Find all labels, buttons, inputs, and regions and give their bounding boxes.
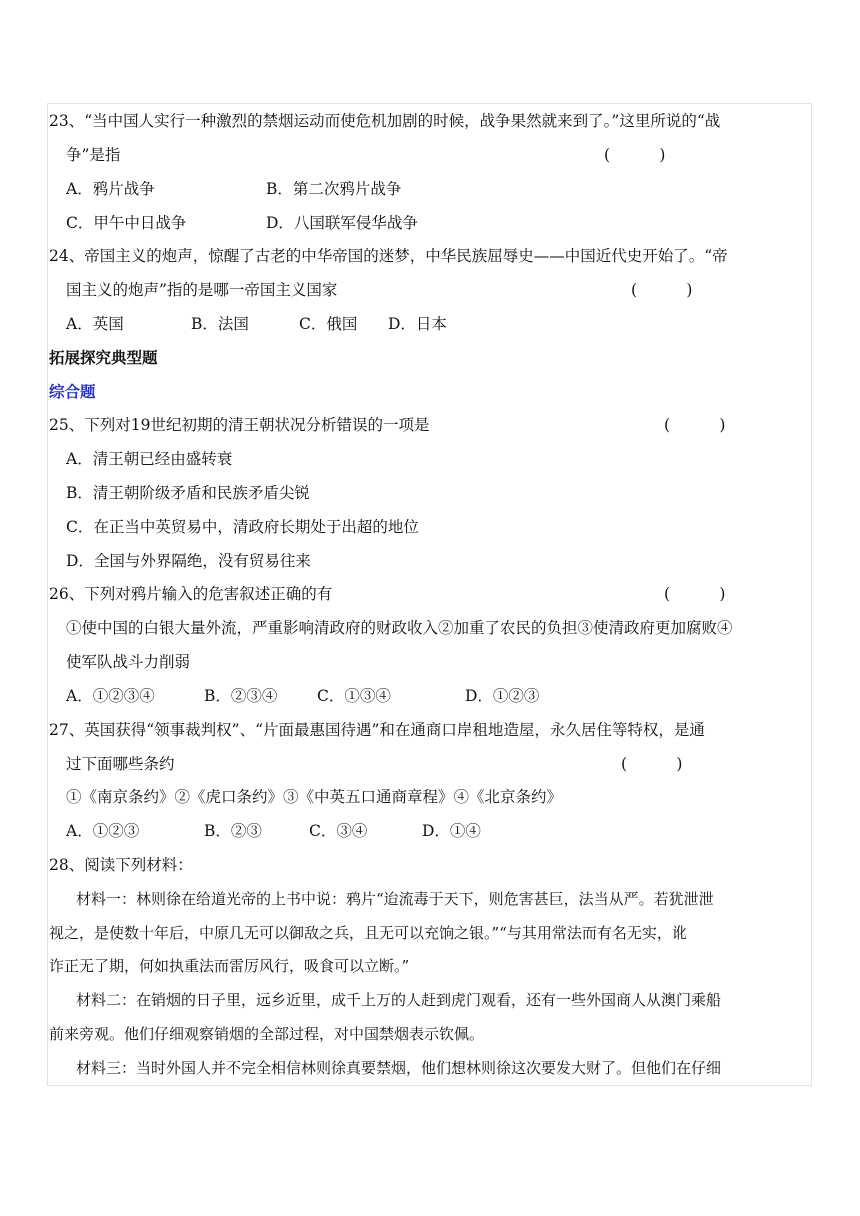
q26-option-d: D．①②③ [465,687,540,705]
q23-option-a: A．鸦片战争 [66,180,155,198]
q25-stem: 25、下列对19世纪初期的清王朝状况分析错误的一项是 [49,416,430,434]
q27-option-a: A．①②③ [66,822,140,840]
q28-material1-line3: 诈正无了期，何如执重法而雷厉风行，吸食可以立断。” [49,957,410,975]
q28-material2-line2: 前来旁观。他们仔细观察销烟的全部过程，对中国禁烟表示钦佩。 [49,1025,485,1043]
section-subtitle: 综合题 [49,383,96,401]
q24-option-a: A．英国 [66,315,124,333]
q25-option-a: A．清王朝已经由盛转衰 [66,450,233,468]
q26-items-line2: 使军队战斗力削弱 [66,653,191,671]
q28-material2-line1: 材料二：在销烟的日子里，远乡近里，成千上万的人赶到虎门观看，还有一些外国商人从澳门乘船 [76,991,722,1009]
q28-material3-line1: 材料三：当时外国人并不完全相信林则徐真要禁烟，他们想林则徐这次要发大财了。但他们在仔细 [76,1059,722,1077]
q27-option-d: D．①④ [422,822,481,840]
q26-items-line1: ①使中国的白银大量外流，严重影响清政府的财政收入②加重了农民的负担③使清政府更加腐败④ [66,619,733,637]
q24-stem-line1: 24、帝国主义的炮声，惊醒了古老的中华帝国的迷梦，中华民族屈辱史——中国近代史开始了。“帝 [49,247,728,265]
q23-option-c: C．甲午中日战争 [66,214,187,232]
q24-stem-line2: 国主义的炮声”指的是哪一帝国主义国家 [66,281,338,299]
q26-answer-paren: ( ) [664,585,726,603]
q23-option-b: B．第二次鸦片战争 [266,180,402,198]
q25-option-b: B．清王朝阶级矛盾和民族矛盾尖锐 [66,484,310,502]
section-title: 拓展探究典型题 [49,349,158,367]
q26-stem: 26、下列对鸦片输入的危害叙述正确的有 [49,585,333,603]
q25-option-d: D．全国与外界隔绝，没有贸易往来 [66,552,311,570]
q24-option-b: B．法国 [191,315,249,333]
q23-stem-line1: 23、“当中国人实行一种激烈的禁烟运动而使危机加剧的时候，战争果然就来到了。”这里所说的“战 [49,112,721,130]
q25-answer-paren: ( ) [664,416,726,434]
q27-items: ①《南京条约》②《虎口条约》③《中英五口通商章程》④《北京条约》 [66,788,563,806]
q26-option-b: B．②③④ [204,687,278,705]
q28-material1-line1: 材料一：林则徐在给道光帝的上书中说：鸦片“迨流毒于天下，则危害甚巨，法当从严。若犹泄泄 [76,890,714,908]
q26-option-a: A．①②③④ [66,687,155,705]
q24-answer-paren: ( ) [631,281,693,299]
q27-stem-line1: 27、英国获得“领事裁判权”、“片面最惠国待遇”和在通商口岸租地造屋，永久居住等特权，是通 [49,721,705,739]
q27-stem-line2: 过下面哪些条约 [66,755,175,773]
q24-option-c: C．俄国 [299,315,358,333]
q28-material1-line2: 视之，是使数十年后，中原几无可以御敌之兵，且无可以充饷之银。”“与其用常法而有名无实，讹 [49,924,687,942]
q27-option-c: C．③④ [309,822,368,840]
q23-option-d: D．八国联军侵华战争 [266,214,418,232]
q27-option-b: B．②③ [204,822,262,840]
q23-answer-paren: ( ) [604,146,666,164]
q27-answer-paren: ( ) [621,755,683,773]
q26-option-c: C．①③④ [317,687,391,705]
q25-option-c: C．在正当中英贸易中，清政府长期处于出超的地位 [66,518,419,536]
q28-stem: 28、阅读下列材料： [49,856,193,874]
q24-option-d: D．日本 [388,315,447,333]
q23-stem-line2: 争”是指 [66,146,121,164]
